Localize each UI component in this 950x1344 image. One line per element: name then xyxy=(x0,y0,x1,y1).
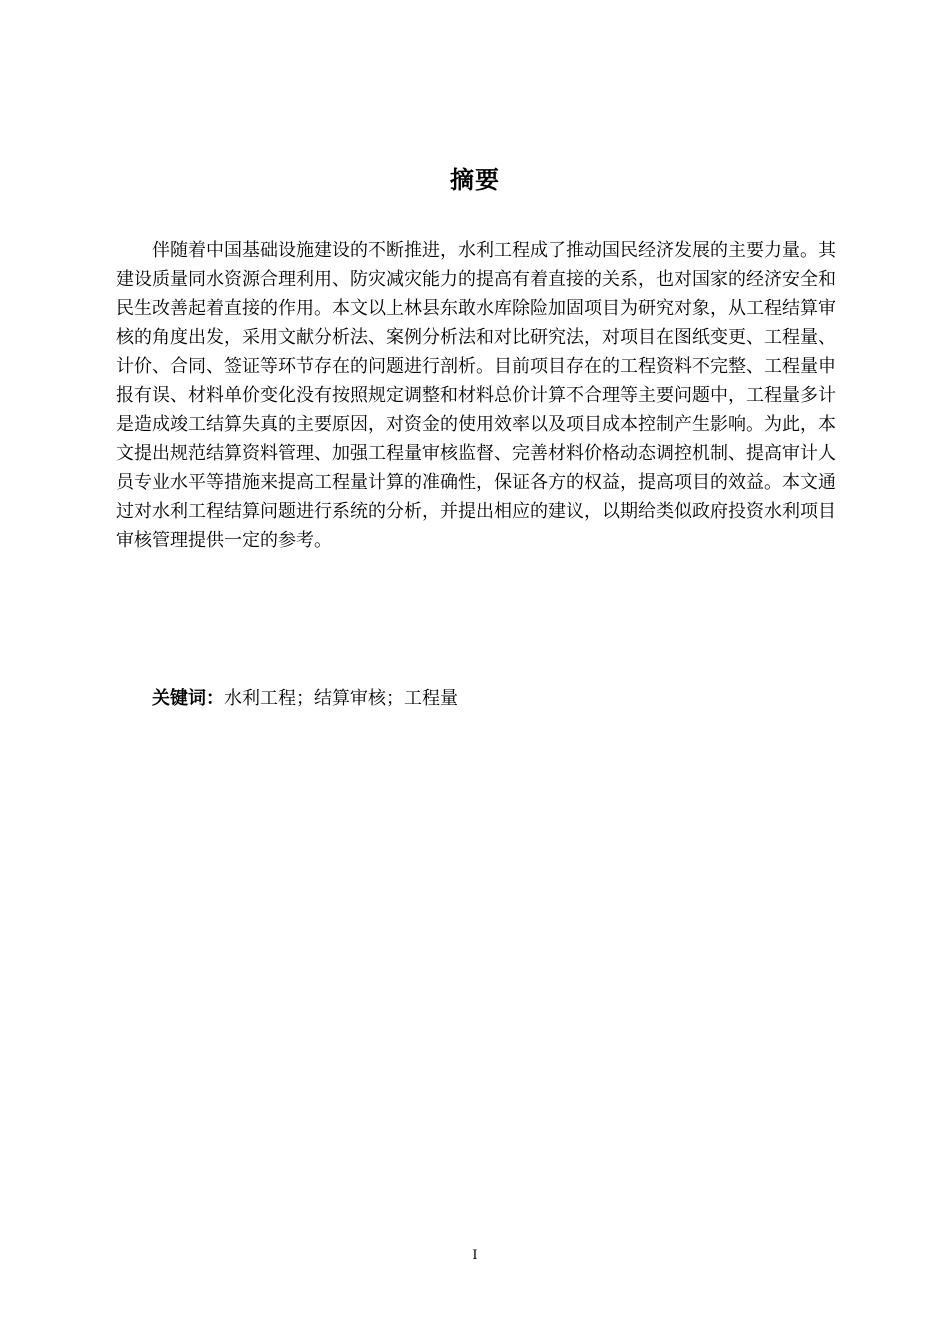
keywords-value: 水利工程；结算审核；工程量 xyxy=(224,688,458,709)
abstract-title: 摘要 xyxy=(450,166,500,194)
keywords-label: 关键词： xyxy=(152,688,224,709)
abstract-body: 伴随着中国基础设施建设的不断推进，水利工程成了推动国民经济发展的主要力量。其建设质量同水资源合理利用、防灾减灾能力的提高有着直接的关系，也对国家的经济安全和民生改善起着直接的作用。本文以上林县东敢水库除险加固项目为研究对象，从工程结算审核的角度出发，采用文献分析法、案例分析法和对比研究法，对项目在图纸变更、工程量、计价、合同、签证等环节存在的问题进行剖析。目前项目存在的工程资料不完整、工程量申报有误、材料单价变化没有按照规定调整和材料总价计算不合理等主要问题中，工程量多计是造成竣工结算失真的主要原因，对资金的使用效率以及项目成本控制产生影响。为此，本文提出规范结算资料管理、加强工程量审核监督、完善材料价格动态调控机制、提高审计人员专业水平等措施来提高工程量计算的准确性，保证各方的权益，提高项目的效益。本文通过对水利工程结算问题进行系统的分析，并提出相应的建议，以期给类似政府投资水利项目审核管理提供一定的参考。 xyxy=(116,240,836,551)
page-number: I xyxy=(472,1248,478,1263)
keywords-line xyxy=(152,684,458,713)
